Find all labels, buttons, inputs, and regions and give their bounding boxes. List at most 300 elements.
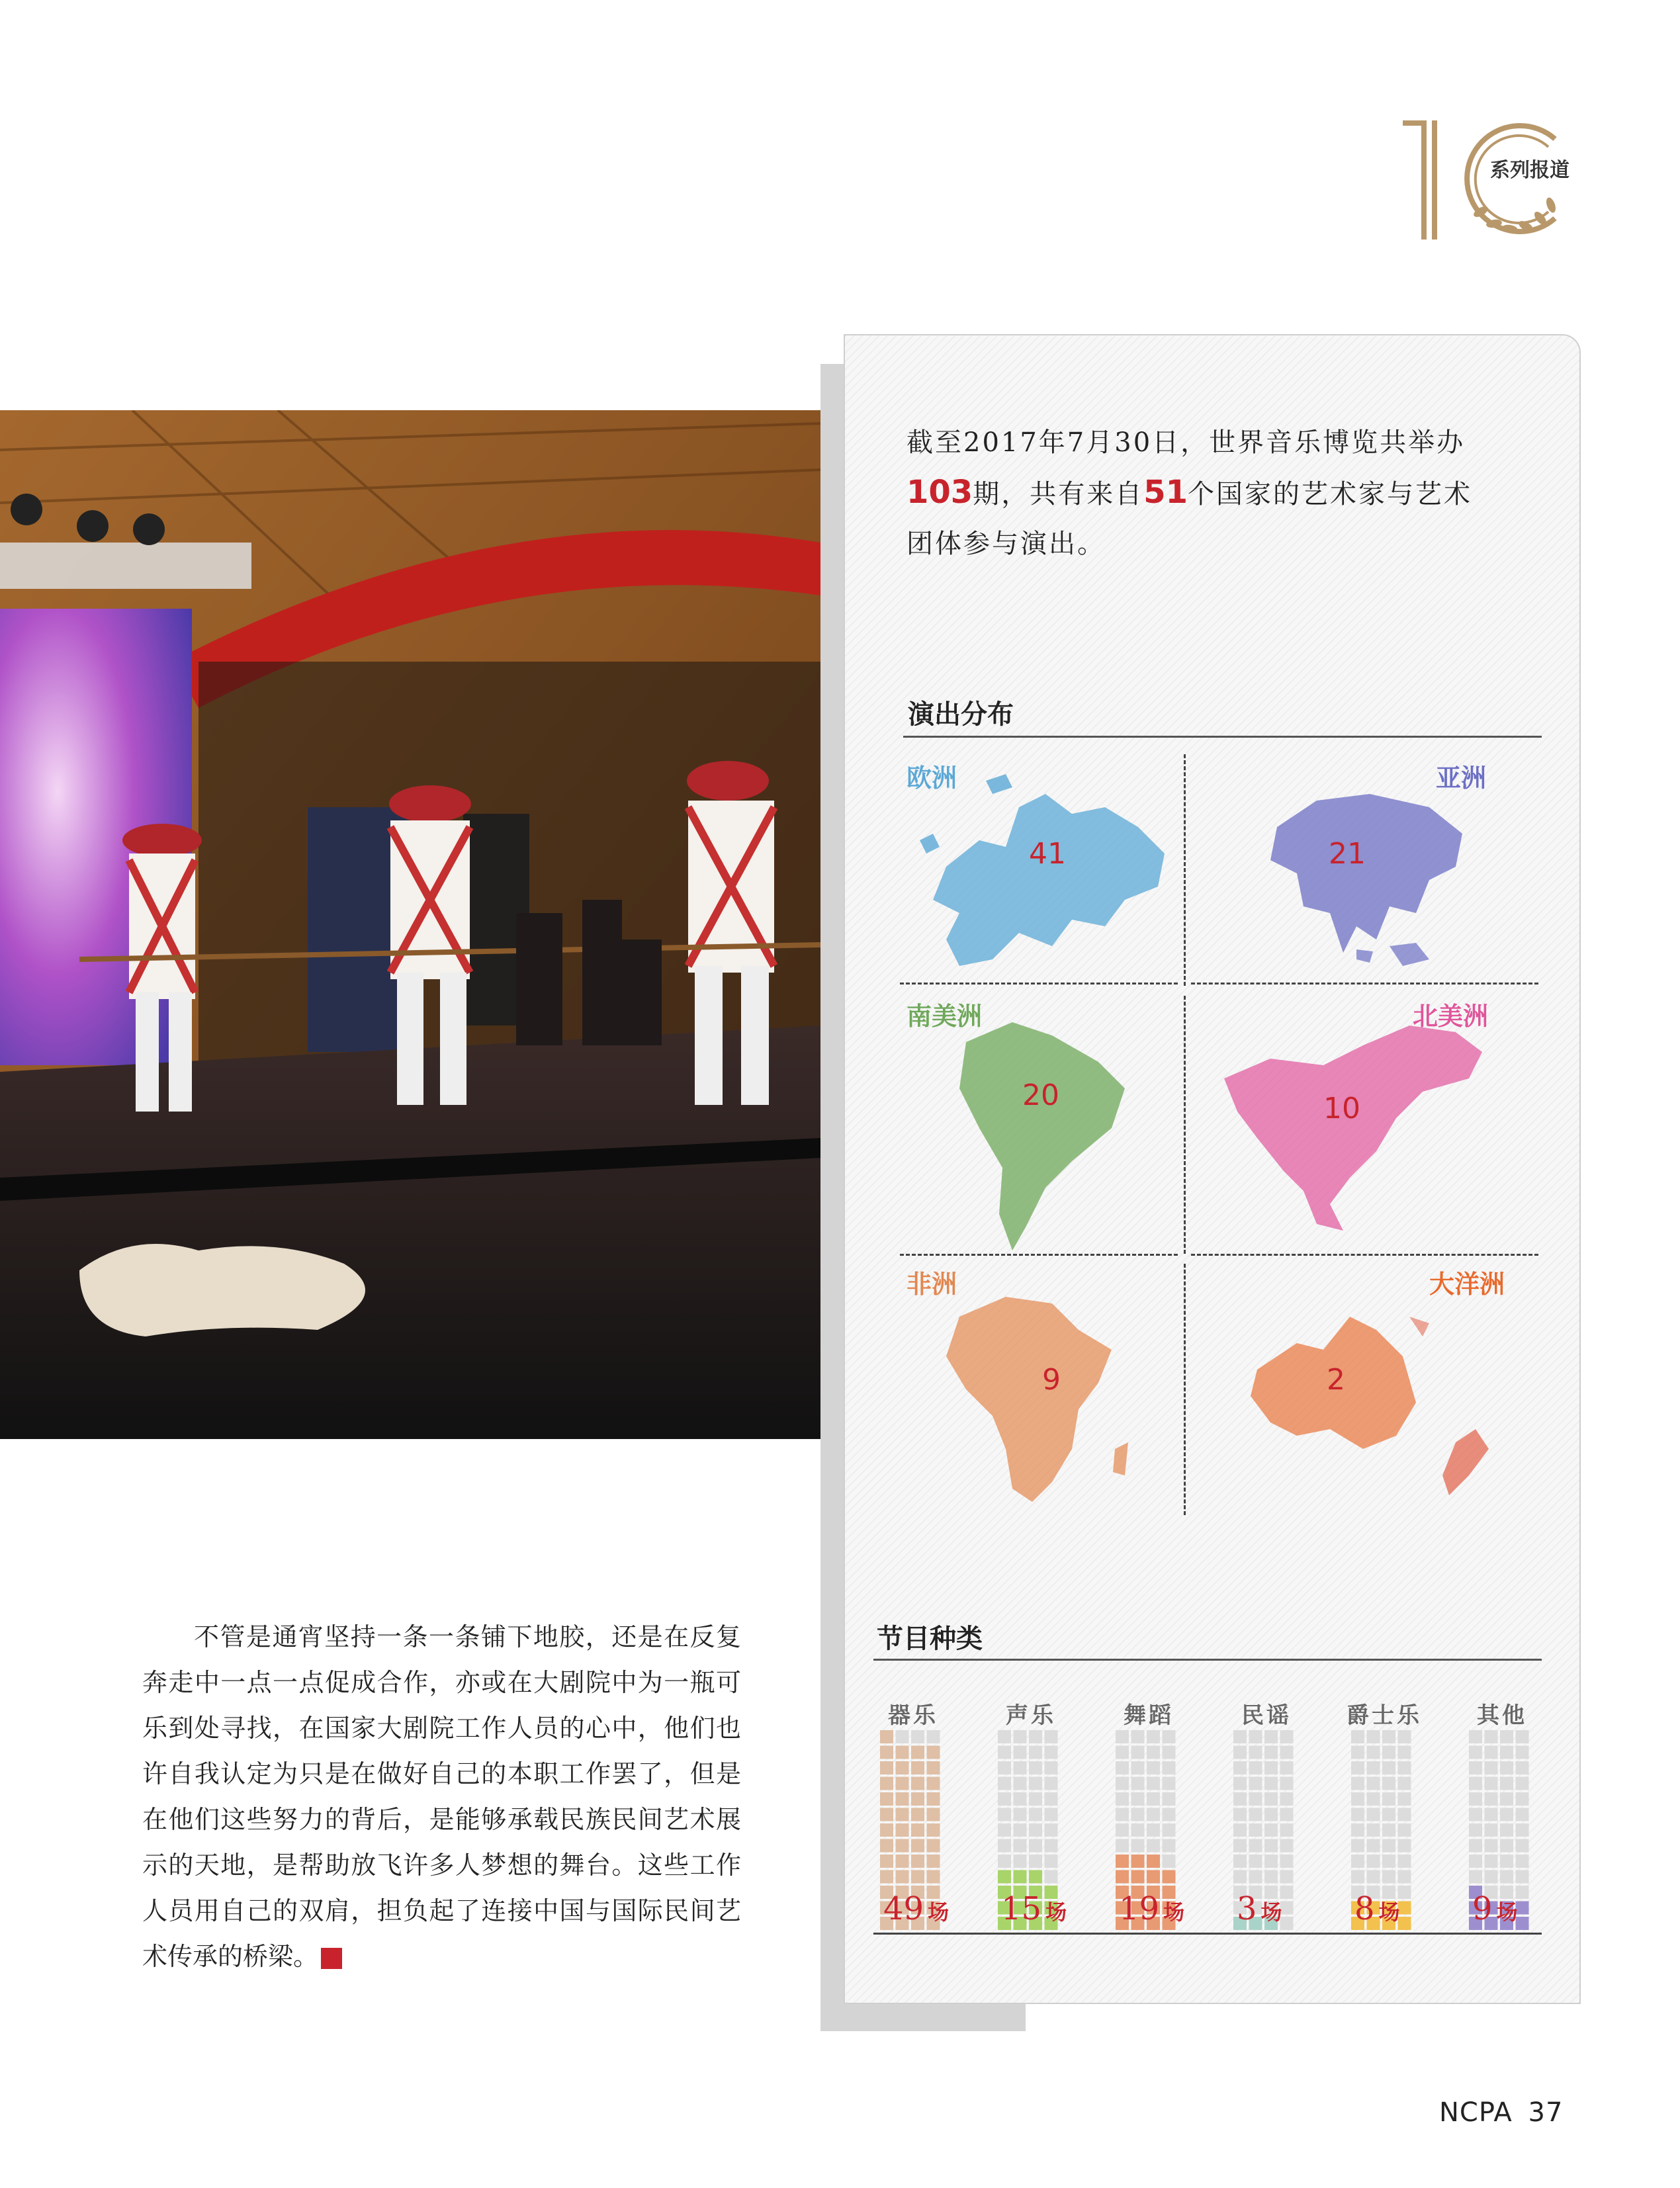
waffle-square-empty — [1351, 1777, 1364, 1790]
waffle-square-empty — [1116, 1761, 1129, 1774]
waffle-square-empty — [1367, 1808, 1380, 1821]
waffle-square-empty — [1147, 1730, 1160, 1743]
waffle-square-empty — [1163, 1746, 1176, 1759]
waffle-square-empty — [998, 1823, 1011, 1837]
waffle-square-empty — [1485, 1792, 1498, 1806]
waffle-square-empty — [1367, 1777, 1380, 1790]
waffle-square-empty — [1398, 1792, 1411, 1806]
waffle-square-empty — [1147, 1746, 1160, 1759]
waffle-square-empty — [1014, 1730, 1027, 1743]
waffle-square-empty — [1014, 1823, 1027, 1837]
waffle-square-empty — [1367, 1792, 1380, 1806]
category-label: 民谣 — [1241, 1702, 1292, 1729]
waffle-square-empty — [1516, 1730, 1529, 1743]
waffle-square-empty — [1382, 1855, 1395, 1868]
waffle-square-empty — [1500, 1730, 1513, 1743]
waffle-square-empty — [1029, 1730, 1042, 1743]
waffle-square-empty — [1014, 1839, 1027, 1853]
category-label: 爵士乐 — [1347, 1702, 1422, 1729]
waffle-square-empty — [1163, 1792, 1176, 1806]
waffle-square-empty — [1045, 1792, 1058, 1806]
waffle-square-filled — [998, 1870, 1011, 1884]
continent-count-africa: 9 — [1042, 1363, 1061, 1397]
waffle-square-empty — [1367, 1730, 1380, 1743]
waffle-square-empty — [1351, 1761, 1364, 1774]
waffle-square-empty — [1351, 1730, 1364, 1743]
waffle-square-empty — [1045, 1855, 1058, 1868]
waffle-square-filled — [1116, 1870, 1129, 1884]
waffle-square-empty — [1264, 1761, 1278, 1774]
magazine-name: NCPA — [1439, 2097, 1513, 2128]
intro-text — [906, 418, 1535, 569]
south-america-map — [940, 1016, 1138, 1250]
waffle-square-empty — [1469, 1870, 1482, 1884]
continent-name-asia: 亚洲 — [1436, 763, 1487, 793]
waffle-square-empty — [1014, 1808, 1027, 1821]
count-value: 3 — [1237, 1890, 1257, 1927]
waffle-square-empty — [1029, 1823, 1042, 1837]
waffle-square-empty — [1485, 1746, 1498, 1759]
waffle-square-empty — [1233, 1761, 1247, 1774]
waffle-square-filled — [1014, 1870, 1027, 1884]
continent-count-asia: 21 — [1329, 837, 1366, 871]
waffle-square-empty — [1014, 1792, 1027, 1806]
waffle-square-empty — [1163, 1839, 1176, 1853]
waffle-square-filled — [927, 1792, 940, 1806]
intro-line-2a: 期，共有来自 — [973, 479, 1144, 509]
waffle-square-empty — [1280, 1792, 1294, 1806]
waffle-square-empty — [1398, 1823, 1411, 1837]
waffle-square-empty — [1249, 1808, 1262, 1821]
waffle-square-empty — [1014, 1761, 1027, 1774]
waffle-square-empty — [1131, 1823, 1145, 1837]
waffle-square-empty — [1249, 1746, 1262, 1759]
waffle-square-filled — [880, 1761, 893, 1774]
waffle-square-empty — [1280, 1823, 1294, 1837]
count-value: 49 — [883, 1890, 924, 1927]
waffle-square-empty — [998, 1792, 1011, 1806]
waffle-square-empty — [1280, 1839, 1294, 1853]
waffle-square-filled — [880, 1839, 893, 1853]
waffle-square-empty — [1045, 1870, 1058, 1884]
waffle-square-empty — [1500, 1746, 1513, 1759]
waffle-square-empty — [1131, 1730, 1145, 1743]
waffle-square-empty — [1516, 1808, 1529, 1821]
count-unit: 场 — [1045, 1900, 1067, 1925]
category-label: 其他 — [1477, 1702, 1527, 1729]
waffle-square-empty — [1233, 1839, 1247, 1853]
waffle-square-empty — [1264, 1730, 1278, 1743]
waffle-square-empty — [1280, 1808, 1294, 1821]
waffle-square-empty — [1351, 1808, 1364, 1821]
waffle-square-empty — [896, 1730, 909, 1743]
waffle-square-empty — [998, 1746, 1011, 1759]
waffle-square-empty — [1469, 1761, 1482, 1774]
count-value: 19 — [1119, 1890, 1160, 1927]
waffle-square-empty — [1131, 1792, 1145, 1806]
waffle-square-filled — [1163, 1870, 1176, 1884]
waffle-square-filled — [896, 1792, 909, 1806]
waffle-square-empty — [1233, 1730, 1247, 1743]
waffle-square-filled — [896, 1761, 909, 1774]
count-unit: 场 — [1260, 1900, 1282, 1925]
waffle-square-filled — [896, 1823, 909, 1837]
page-folio — [1439, 2097, 1563, 2128]
waffle-square-empty — [1367, 1823, 1380, 1837]
waffle-square-filled — [896, 1839, 909, 1853]
waffle-square-empty — [1116, 1746, 1129, 1759]
waffle-square-empty — [1485, 1823, 1498, 1837]
waffle-square-empty — [1131, 1808, 1145, 1821]
grid-divider — [1184, 754, 1186, 986]
waffle-square-empty — [1382, 1870, 1395, 1884]
waffle-square-filled — [927, 1746, 940, 1759]
waffle-square-filled — [911, 1855, 924, 1868]
waffle-square-empty — [1469, 1792, 1482, 1806]
waffle-square-empty — [998, 1730, 1011, 1743]
waffle-square-filled — [911, 1808, 924, 1821]
waffle-square-filled — [880, 1730, 893, 1743]
waffle-square-empty — [1516, 1792, 1529, 1806]
intro-line-3: 团体参与演出。 — [906, 529, 1106, 559]
waffle-square-empty — [1485, 1808, 1498, 1821]
waffle-square-empty — [911, 1730, 924, 1743]
waffle-square-empty — [1516, 1761, 1529, 1774]
waffle-square-empty — [1116, 1839, 1129, 1853]
waffle-square-filled — [911, 1746, 924, 1759]
waffle-square-empty — [1264, 1746, 1278, 1759]
waffle-square-empty — [1131, 1839, 1145, 1853]
waffle-square-empty — [1116, 1777, 1129, 1790]
distribution-rule — [903, 736, 1542, 738]
body-paragraph — [142, 1614, 741, 1980]
waffle-square-empty — [1280, 1761, 1294, 1774]
waffle-square-empty — [1351, 1855, 1364, 1868]
waffle-square-filled — [896, 1870, 909, 1884]
waffle-square-empty — [1045, 1746, 1058, 1759]
intro-line-2 — [906, 468, 1535, 519]
waffle-square-filled — [927, 1761, 940, 1774]
europe-map — [906, 767, 1178, 979]
waffle-square-empty — [1147, 1761, 1160, 1774]
waffle-square-filled — [1131, 1855, 1145, 1868]
waffle-square-empty — [1469, 1808, 1482, 1821]
waffle-square-empty — [1147, 1839, 1160, 1853]
waffle-square-empty — [1351, 1870, 1364, 1884]
waffle-square-empty — [1233, 1777, 1247, 1790]
waffle-square-empty — [1398, 1808, 1411, 1821]
distribution-title: 演出分布 — [908, 699, 1014, 730]
waffle-square-empty — [998, 1808, 1011, 1821]
waffle-square-empty — [1029, 1792, 1042, 1806]
waffle-square-empty — [1382, 1839, 1395, 1853]
grid-divider — [1184, 996, 1186, 1254]
count-value: 15 — [1001, 1890, 1042, 1927]
waffle-square-filled — [927, 1777, 940, 1790]
body-text-content: 不管是通宵坚持一条一条铺下地胶，还是在反复奔走中一点一点促成合作，亦或在大剧院中为一瓶可乐到处寻找，在国家大剧院工作人员的心中，他们也许自我认定为只是在做好自己的本职工作罢了，但是在他们这些努力的背后，是能够承载民族民间艺术展示的天地，是帮助放飞许多人梦想的舞台。这些工作人员用自己的双肩，担负起了连接中国与国际民间艺术传承的桥梁。 — [142, 1622, 741, 1971]
waffle-square-empty — [1045, 1839, 1058, 1853]
waffle-square-filled — [911, 1761, 924, 1774]
waffle-square-empty — [927, 1730, 940, 1743]
waffle-square-empty — [1163, 1855, 1176, 1868]
waffle-square-empty — [1264, 1870, 1278, 1884]
waffle-square-filled — [911, 1839, 924, 1853]
grid-divider — [1184, 1264, 1186, 1515]
waffle-square-empty — [1029, 1761, 1042, 1774]
waffle-square-empty — [1233, 1792, 1247, 1806]
waffle-square-empty — [1163, 1761, 1176, 1774]
waffle-square-filled — [880, 1792, 893, 1806]
waffle-square-empty — [1516, 1855, 1529, 1868]
waffle-square-empty — [1280, 1746, 1294, 1759]
waffle-square-filled — [1147, 1870, 1160, 1884]
grid-divider — [900, 983, 1178, 985]
waffle-square-empty — [1264, 1792, 1278, 1806]
periods-count: 103 — [906, 474, 973, 511]
waffle-square-empty — [1163, 1808, 1176, 1821]
waffle-square-empty — [1249, 1839, 1262, 1853]
waffle-square-filled — [880, 1870, 893, 1884]
category-label: 舞蹈 — [1124, 1702, 1174, 1729]
waffle-square-empty — [1485, 1870, 1498, 1884]
waffle-square-filled — [896, 1746, 909, 1759]
waffle-square-filled — [927, 1823, 940, 1837]
count-unit: 场 — [1496, 1900, 1518, 1925]
waffle-square-empty — [1264, 1823, 1278, 1837]
waffle-square-empty — [1116, 1808, 1129, 1821]
waffle-square-empty — [1398, 1839, 1411, 1853]
count-value: 8 — [1354, 1890, 1375, 1927]
continent-count-oceania: 2 — [1327, 1363, 1345, 1397]
waffle-square-empty — [998, 1761, 1011, 1774]
waffle-square-empty — [1367, 1870, 1380, 1884]
page-number: 37 — [1528, 2097, 1564, 2128]
waffle-square-filled — [880, 1808, 893, 1821]
waffle-square-empty — [1249, 1792, 1262, 1806]
waffle-square-empty — [1147, 1823, 1160, 1837]
count-value: 9 — [1472, 1890, 1493, 1927]
waffle-square-empty — [1116, 1823, 1129, 1837]
category-count — [1119, 1890, 1218, 1927]
waffle-square-empty — [1382, 1808, 1395, 1821]
waffle-square-filled — [896, 1777, 909, 1790]
waffle-square-empty — [1382, 1746, 1395, 1759]
waffle-square-empty — [1500, 1777, 1513, 1790]
waffle-square-empty — [1147, 1808, 1160, 1821]
continent-name-oceania: 大洋洲 — [1429, 1269, 1505, 1299]
grid-divider — [1191, 1254, 1538, 1256]
waffle-square-empty — [1264, 1855, 1278, 1868]
waffle-square-empty — [1351, 1792, 1364, 1806]
waffle-square-empty — [1116, 1792, 1129, 1806]
waffle-square-empty — [1382, 1730, 1395, 1743]
waffle-square-empty — [1516, 1746, 1529, 1759]
waffle-square-empty — [1233, 1870, 1247, 1884]
waffle-square-empty — [1131, 1761, 1145, 1774]
category-label: 器乐 — [888, 1702, 938, 1729]
continent-count-europe: 41 — [1029, 837, 1066, 871]
waffle-square-empty — [1500, 1792, 1513, 1806]
waffle-square-empty — [1233, 1808, 1247, 1821]
waffle-square-filled — [1147, 1855, 1160, 1868]
category-count — [1001, 1890, 1100, 1927]
grid-divider — [1191, 983, 1538, 985]
intro-line-1: 截至2017年7月30日，世界音乐博览共举办 — [906, 427, 1466, 458]
waffle-square-empty — [1280, 1855, 1294, 1868]
waffle-square-filled — [1029, 1870, 1042, 1884]
waffle-square-empty — [1163, 1823, 1176, 1837]
waffle-square-empty — [998, 1839, 1011, 1853]
waffle-square-empty — [1233, 1823, 1247, 1837]
waffle-square-empty — [1500, 1761, 1513, 1774]
waffle-square-empty — [1029, 1746, 1042, 1759]
waffle-square-empty — [1469, 1746, 1482, 1759]
count-unit: 场 — [928, 1900, 950, 1925]
waffle-square-empty — [998, 1777, 1011, 1790]
programs-rule — [873, 1659, 1542, 1661]
waffle-square-empty — [1367, 1839, 1380, 1853]
waffle-square-empty — [1163, 1730, 1176, 1743]
waffle-square-filled — [911, 1823, 924, 1837]
waffle-square-empty — [1233, 1746, 1247, 1759]
waffle-square-empty — [1469, 1855, 1482, 1868]
waffle-square-empty — [1469, 1730, 1482, 1743]
waffle-square-empty — [1029, 1855, 1042, 1868]
waffle-square-empty — [1382, 1761, 1395, 1774]
waffle-square-empty — [1500, 1855, 1513, 1868]
waffle-square-empty — [1469, 1823, 1482, 1837]
continent-name-europe: 欧洲 — [906, 763, 957, 793]
waffle-square-empty — [1249, 1730, 1262, 1743]
waffle-square-empty — [1367, 1746, 1380, 1759]
waffle-square-empty — [1249, 1777, 1262, 1790]
waffle-square-empty — [1485, 1839, 1498, 1853]
waffle-square-filled — [927, 1870, 940, 1884]
waffle-square-filled — [1131, 1870, 1145, 1884]
waffle-square-empty — [1045, 1730, 1058, 1743]
count-unit: 场 — [1163, 1900, 1185, 1925]
waffle-square-empty — [1280, 1870, 1294, 1884]
waffle-square-empty — [1264, 1777, 1278, 1790]
waffle-square-empty — [1398, 1870, 1411, 1884]
waffle-square-empty — [1382, 1777, 1395, 1790]
waffle-square-filled — [880, 1823, 893, 1837]
oceania-map — [1244, 1297, 1522, 1502]
continent-name-africa: 非洲 — [906, 1269, 957, 1299]
waffle-square-empty — [1398, 1730, 1411, 1743]
waffle-square-empty — [1249, 1855, 1262, 1868]
waffle-square-filled — [880, 1855, 893, 1868]
waffle-square-empty — [1147, 1777, 1160, 1790]
continent-count-south-america: 20 — [1022, 1078, 1059, 1112]
waffle-square-filled — [927, 1808, 940, 1821]
waffle-square-empty — [1382, 1823, 1395, 1837]
waffle-square-empty — [1029, 1839, 1042, 1853]
waffle-square-filled — [927, 1839, 940, 1853]
waffle-square-empty — [1500, 1839, 1513, 1853]
count-unit: 场 — [1378, 1900, 1400, 1925]
waffle-square-empty — [1398, 1855, 1411, 1868]
waffle-square-filled — [896, 1855, 909, 1868]
waffle-square-filled — [880, 1746, 893, 1759]
waffle-square-empty — [1014, 1746, 1027, 1759]
waffle-square-empty — [1233, 1855, 1247, 1868]
continent-map-grid — [900, 754, 1542, 1515]
category-count — [883, 1890, 983, 1927]
category-count — [1354, 1890, 1454, 1927]
waffle-square-empty — [1500, 1808, 1513, 1821]
waffle-square-empty — [1147, 1792, 1160, 1806]
africa-map — [940, 1290, 1138, 1509]
waffle-square-empty — [1485, 1761, 1498, 1774]
waffle-square-empty — [1029, 1777, 1042, 1790]
waffle-square-empty — [1469, 1777, 1482, 1790]
waffle-square-empty — [1500, 1870, 1513, 1884]
waffle-square-empty — [1485, 1777, 1498, 1790]
category-count — [1472, 1890, 1571, 1927]
waffle-square-empty — [1516, 1839, 1529, 1853]
north-america-map — [1217, 1019, 1495, 1244]
waffle-square-empty — [1131, 1746, 1145, 1759]
waffle-square-filled — [911, 1777, 924, 1790]
programs-title: 节目种类 — [877, 1624, 983, 1654]
continent-name-north-america: 北美洲 — [1413, 1001, 1489, 1031]
waffle-square-empty — [1351, 1839, 1364, 1853]
waffle-square-empty — [1014, 1777, 1027, 1790]
waffle-square-empty — [1280, 1777, 1294, 1790]
waffle-square-empty — [1014, 1855, 1027, 1868]
waffle-square-empty — [1516, 1777, 1529, 1790]
intro-line-2b: 个国家的艺术家与艺术 — [1188, 479, 1472, 509]
series-report-label: 系列报道 — [1487, 153, 1572, 183]
waffle-square-empty — [998, 1855, 1011, 1868]
waffle-square-empty — [1264, 1839, 1278, 1853]
waffle-square-empty — [1398, 1746, 1411, 1759]
continent-count-north-america: 10 — [1323, 1092, 1360, 1125]
waffle-square-empty — [1116, 1730, 1129, 1743]
waffle-square-empty — [1249, 1823, 1262, 1837]
waffle-square-empty — [1516, 1870, 1529, 1884]
waffle-square-empty — [1485, 1730, 1498, 1743]
waffle-square-filled — [911, 1792, 924, 1806]
waffle-square-empty — [1485, 1855, 1498, 1868]
waffle-square-filled — [911, 1870, 924, 1884]
waffle-square-empty — [1367, 1761, 1380, 1774]
waffle-square-empty — [1029, 1808, 1042, 1821]
waffle-square-empty — [1163, 1777, 1176, 1790]
waffle-square-filled — [880, 1777, 893, 1790]
waffle-square-empty — [1469, 1839, 1482, 1853]
waffle-square-empty — [1249, 1761, 1262, 1774]
waffle-square-filled — [896, 1808, 909, 1821]
waffle-square-empty — [1280, 1730, 1294, 1743]
end-mark: 院 — [321, 1948, 342, 1969]
asia-map — [1257, 781, 1476, 973]
waffle-square-empty — [1382, 1792, 1395, 1806]
waffle-square-filled — [927, 1855, 940, 1868]
waffle-square-empty — [1351, 1823, 1364, 1837]
grid-divider — [900, 1254, 1178, 1256]
category-count — [1237, 1890, 1336, 1927]
waffle-square-empty — [1045, 1808, 1058, 1821]
waffle-square-empty — [1500, 1823, 1513, 1837]
waffle-square-empty — [1398, 1777, 1411, 1790]
waffle-square-empty — [1045, 1823, 1058, 1837]
waffle-square-empty — [1045, 1777, 1058, 1790]
waffle-square-empty — [1264, 1808, 1278, 1821]
waffle-square-empty — [1131, 1777, 1145, 1790]
waffle-square-empty — [1249, 1870, 1262, 1884]
